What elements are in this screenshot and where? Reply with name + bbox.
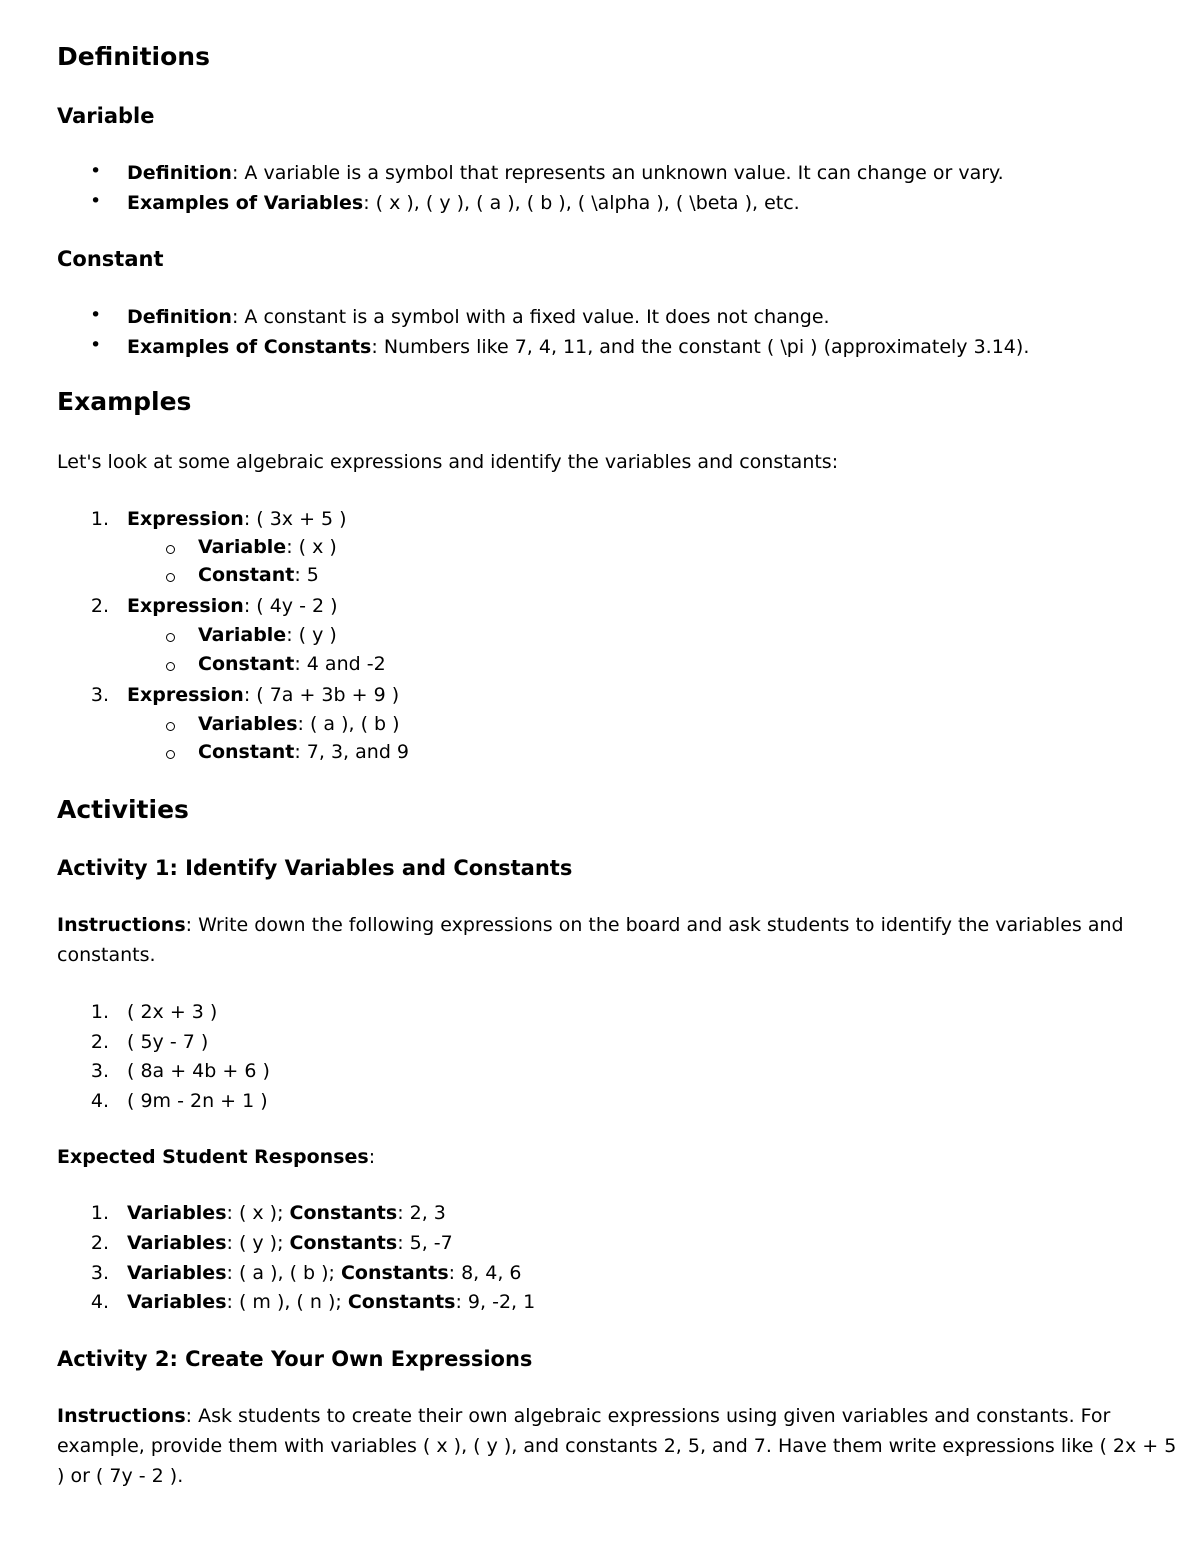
circle-bullet-icon [166,750,175,759]
activity-2-instructions: Instructions: Ask students to create their own algebraic expressions using given variables and constants. For example, provide them with variables ( x ), ( y ), and constants 2, 5, and 7. Have them write expressions like ( 2x + 5 ) or ( 7y - 2 ). [57,1405,1177,1487]
definitions-heading: Definitions [57,42,210,71]
list-item: Variables: ( m ), ( n ); Constants: 9, -2, 1 [127,1291,536,1313]
list-item: Definition: A constant is a symbol with a fixed value. It does not change. [127,306,830,328]
sub-list-item: Constant: 7, 3, and 9 [198,741,410,763]
list-item: ( 9m - 2n + 1 ) [127,1090,268,1112]
circle-bullet-icon [166,573,175,582]
bullet-icon: • [90,160,102,182]
examples-heading: Examples [57,387,192,416]
list-item: Expression: ( 7a + 3b + 9 ) [127,684,400,706]
list-item: ( 8a + 4b + 6 ) [127,1060,270,1082]
sub-list-item: Variable: ( y ) [198,624,337,646]
sub-list-item: Variable: ( x ) [198,536,337,558]
bullet-icon: • [90,334,102,356]
circle-bullet-icon [166,545,175,554]
list-item: ( 5y - 7 ) [127,1031,209,1053]
list-number: 2. [90,1232,109,1254]
activities-heading: Activities [57,795,189,824]
list-number: 4. [90,1291,109,1313]
list-item: Variables: ( x ); Constants: 2, 3 [127,1202,446,1224]
activity-1-heading: Activity 1: Identify Variables and Constants [57,856,573,880]
activity-1-instructions: Instructions: Write down the following expressions on the board and ask students to identify the variables and constants. [57,914,1124,966]
variable-heading: Variable [57,104,155,128]
list-item: ( 2x + 3 ) [127,1001,218,1023]
sub-list-item: Constant: 5 [198,564,319,586]
list-item: Definition: A variable is a symbol that represents an unknown value. It can change or vary. [127,162,1004,184]
circle-bullet-icon [166,662,175,671]
list-number: 4. [90,1090,109,1112]
list-item: Variables: ( y ); Constants: 5, -7 [127,1232,453,1254]
list-number: 1. [90,1202,109,1224]
list-item: Expression: ( 4y - 2 ) [127,595,338,617]
examples-intro: Let's look at some algebraic expressions and identify the variables and constants: [57,451,839,473]
circle-bullet-icon [166,722,175,731]
list-item: Examples of Variables: ( x ), ( y ), ( a ), ( b ), ( \alpha ), ( \beta ), etc. [127,192,800,214]
list-number: 3. [90,684,109,706]
list-number: 3. [90,1262,109,1284]
expected-responses-label: Expected Student Responses: [57,1146,376,1168]
list-item: Expression: ( 3x + 5 ) [127,508,347,530]
bullet-icon: • [90,304,102,326]
constant-heading: Constant [57,247,164,271]
list-number: 2. [90,1031,109,1053]
list-number: 1. [90,1001,109,1023]
bullet-icon: • [90,190,102,212]
list-number: 1. [90,508,109,530]
list-number: 3. [90,1060,109,1082]
sub-list-item: Constant: 4 and -2 [198,653,386,675]
sub-list-item: Variables: ( a ), ( b ) [198,713,400,735]
list-number: 2. [90,595,109,617]
circle-bullet-icon [166,633,175,642]
list-item: Examples of Constants: Numbers like 7, 4, 11, and the constant ( \pi ) (approximately 3.14). [127,336,1030,358]
activity-2-heading: Activity 2: Create Your Own Expressions [57,1347,533,1371]
list-item: Variables: ( a ), ( b ); Constants: 8, 4, 6 [127,1262,522,1284]
